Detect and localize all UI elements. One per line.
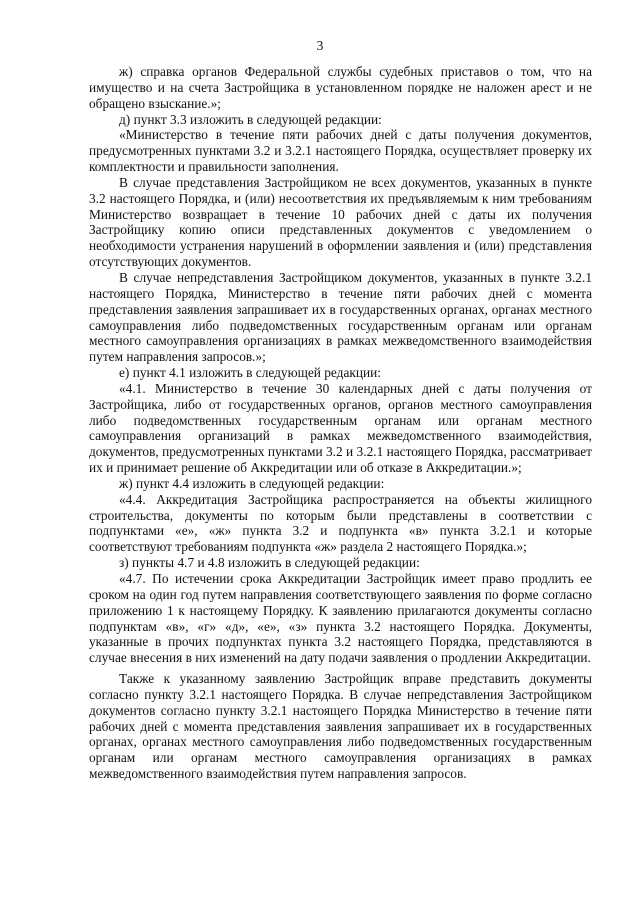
paragraph-ministry-document-check: «Министерство в течение пяти рабочих дней с даты получения документов, предусмотренных пунктами 3.2 и 3.2.1 настоящего Порядка, осуществляет проверку их комплектности и правильности заполнения. [89, 127, 592, 175]
paragraph-clause-4-1-text: «4.1. Министерство в течение 30 календарных дней с даты получения от Застройщика, либо от государственных органов, органов местного самоуправления либо подведомственных государственным органам или органам местного самоуправления организаций в рамках межведомственного взаимодействия, документов, предусмотренных пунктами 3.2 и 3.2.1 настоящего Порядка, рассматривает их и принимает решение об Аккредитации или об отказе в Аккредитации.»; [89, 380, 592, 476]
paragraph-clause-4-4-text: «4.4. Аккредитация Застройщика распространяется на объекты жилищного строительства, документы по которым были представлены в соответствии с подпунктами «е», «ж» пункта 3.2 и подпункта «в» пункта 3.2.1 и которые соответствуют требованиям подпункта «ж» раздела 2 настоящего Порядка.»; [89, 491, 592, 555]
paragraph-incomplete-documents-return: В случае представления Застройщиком не всех документов, указанных в пункте 3.2 настоящего Порядка, и (или) несоответствия их предъявляемым к ним требованиям Министерство возвращает в течение 10 рабочих дней с даты их получения Застройщику копию описи представленных документов с уведомлением о необходимости устранения нарушений в оформлении заявления и (или) представления отсутствующих документов. [89, 174, 592, 270]
paragraph-additional-documents: Также к указанному заявлению Застройщик вправе представить документы согласно пункту 3.2.1 настоящего Порядка. В случае непредставления Застройщиком документов согласно пункту 3.2.1 настоящего Порядка Министерство в течение пяти рабочих дней с момента представления заявления запрашивает их в государственных органах, органах местного самоуправления либо подведомственных государственным органам или органам местного самоуправления организациях в рамках межведомственного взаимодействия путем направления запросов. [89, 671, 592, 782]
paragraph-e-clause-4-1-heading: е) пункт 4.1 изложить в следующей редакции: [119, 365, 381, 381]
paragraph-zh-clause-4-4-heading: ж) пункт 4.4 изложить в следующей редакции: [119, 475, 385, 491]
paragraph-clause-4-7-text: «4.7. По истечении срока Аккредитации Застройщик имеет право продлить ее сроком на один год путем направления соответствующего заявления по форме согласно приложению 1 к настоящему Порядку. К заявлению прилагаются документы согласно подпунктам «в», «г» «д», «е», «з» пункта 3.2 настоящего Порядка. Документы, указанные в прочих подпунктах пункта 3.2 настоящего Порядка, представляются в случае внесения в них изменений на дату подачи заявления о продлении Аккредитации. [89, 571, 592, 666]
paragraph-interagency-request: В случае непредставления Застройщиком документов, указанных в пункте 3.2.1 настоящего Порядка, Министерство в течение пяти рабочих дней с момента представления заявления запрашивает их в государственных органах, органах местного самоуправления либо подведомственных государственным органам или органам местного самоуправления организациях в рамках межведомственного взаимодействия путем направления запросов.»; [89, 269, 592, 365]
page-number: 3 [316, 38, 324, 53]
document-body [89, 64, 592, 782]
paragraph-zh-bailiff-certificate: ж) справка органов Федеральной службы судебных приставов о том, что на имущество и на счета Застройщика в установленном порядке не наложен арест и не обращено взыскание.»; [89, 64, 592, 111]
paragraph-d-clause-3-3-heading: д) пункт 3.3 изложить в следующей редакции: [119, 111, 382, 127]
paragraph-z-clauses-4-7-4-8-heading: з) пункты 4.7 и 4.8 изложить в следующей редакции: [119, 555, 420, 571]
